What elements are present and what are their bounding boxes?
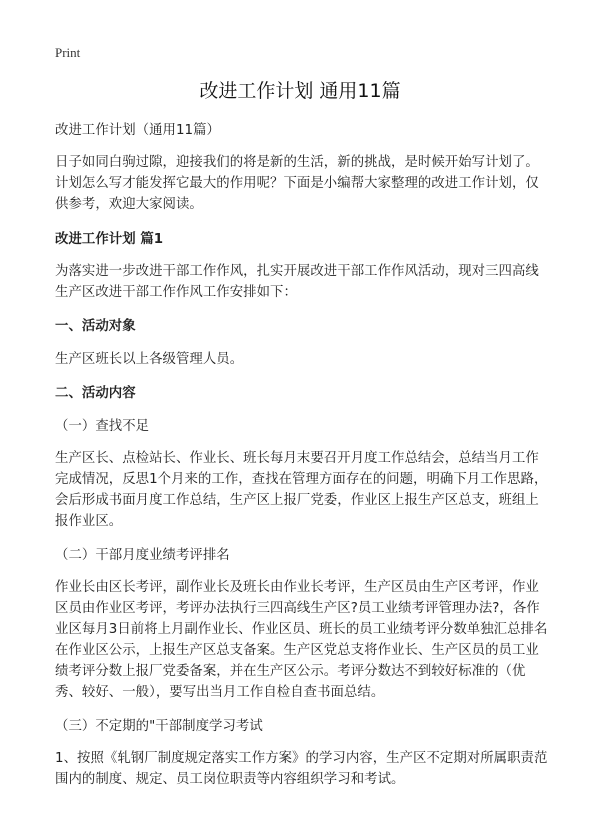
section-text-activity-target: 生产区班长以上各级管理人员。 bbox=[55, 352, 244, 367]
article-heading: 改进工作计划 篇1 bbox=[55, 232, 164, 247]
intro-paragraph: 日子如同白驹过隙，迎接我们的将是新的生活，新的挑战，是时候开始写计划了。计划怎么写才能发挥它最大的作用呢？下面是小编帮大家整理的改进工作计划，仅供参考，欢迎大家阅读。 bbox=[55, 155, 539, 212]
page-title: 改进工作计划 通用11篇 bbox=[199, 80, 401, 102]
subsection-text-study-exam: 1、按照《轧钢厂制度规定落实工作方案》的学习内容，生产区不定期对所属职责范围内的制度、规定、员工岗位职责等内容组织学习和考试。 bbox=[55, 751, 548, 787]
print-link[interactable]: Print bbox=[55, 45, 81, 60]
article-intro-paragraph: 为落实进一步改进干部工作作风，扎实开展改进干部工作作风活动，现对三四高线生产区改进干部工作作风工作安排如下： bbox=[55, 264, 539, 300]
subsection-text-find-shortcomings: 生产区长、点检站长、作业长、班长每月末要召开月度工作总结会，总结当月工作完成情况，反思1个月来的工作，查找在管理方面存在的问题，明确下月工作思路，会后形成书面月度工作总结，生产区上报厂党委，作业区上报生产区总支，班组上报作业区。 bbox=[55, 451, 548, 529]
subsection-text-monthly-ranking: 作业长由区长考评，副作业长及班长由作业长考评，生产区员由生产区考评，作业区员由作业区考评，考评办法执行三四高线生产区?员工业绩考评管理办法?，各作业区每月3日前将上月副作业长、作业区员、班长的员工业绩考评分数单独汇总排名在作业区公示，上报生产区总支备案。生产区党总支将作业长、生产区员的员工业绩考评分数上报厂党委备案，并在生产区公示。考评分数达不到较好标准的（优秀、较好、一般），要写出当月工作自检自查书面总结。 bbox=[55, 580, 548, 700]
subsection-heading-monthly-ranking: （二）干部月度业绩考评排名 bbox=[55, 548, 230, 563]
document-subtitle: 改进工作计划（通用11篇） bbox=[55, 123, 220, 138]
document-body bbox=[55, 120, 550, 803]
subsection-heading-find-shortcomings: （一）查找不足 bbox=[55, 419, 150, 434]
subsection-heading-study-exam: （三）不定期的"干部制度学习考试 bbox=[55, 719, 263, 734]
section-heading-activity-content: 二、活动内容 bbox=[55, 386, 136, 401]
section-heading-activity-target: 一、活动对象 bbox=[55, 319, 136, 334]
